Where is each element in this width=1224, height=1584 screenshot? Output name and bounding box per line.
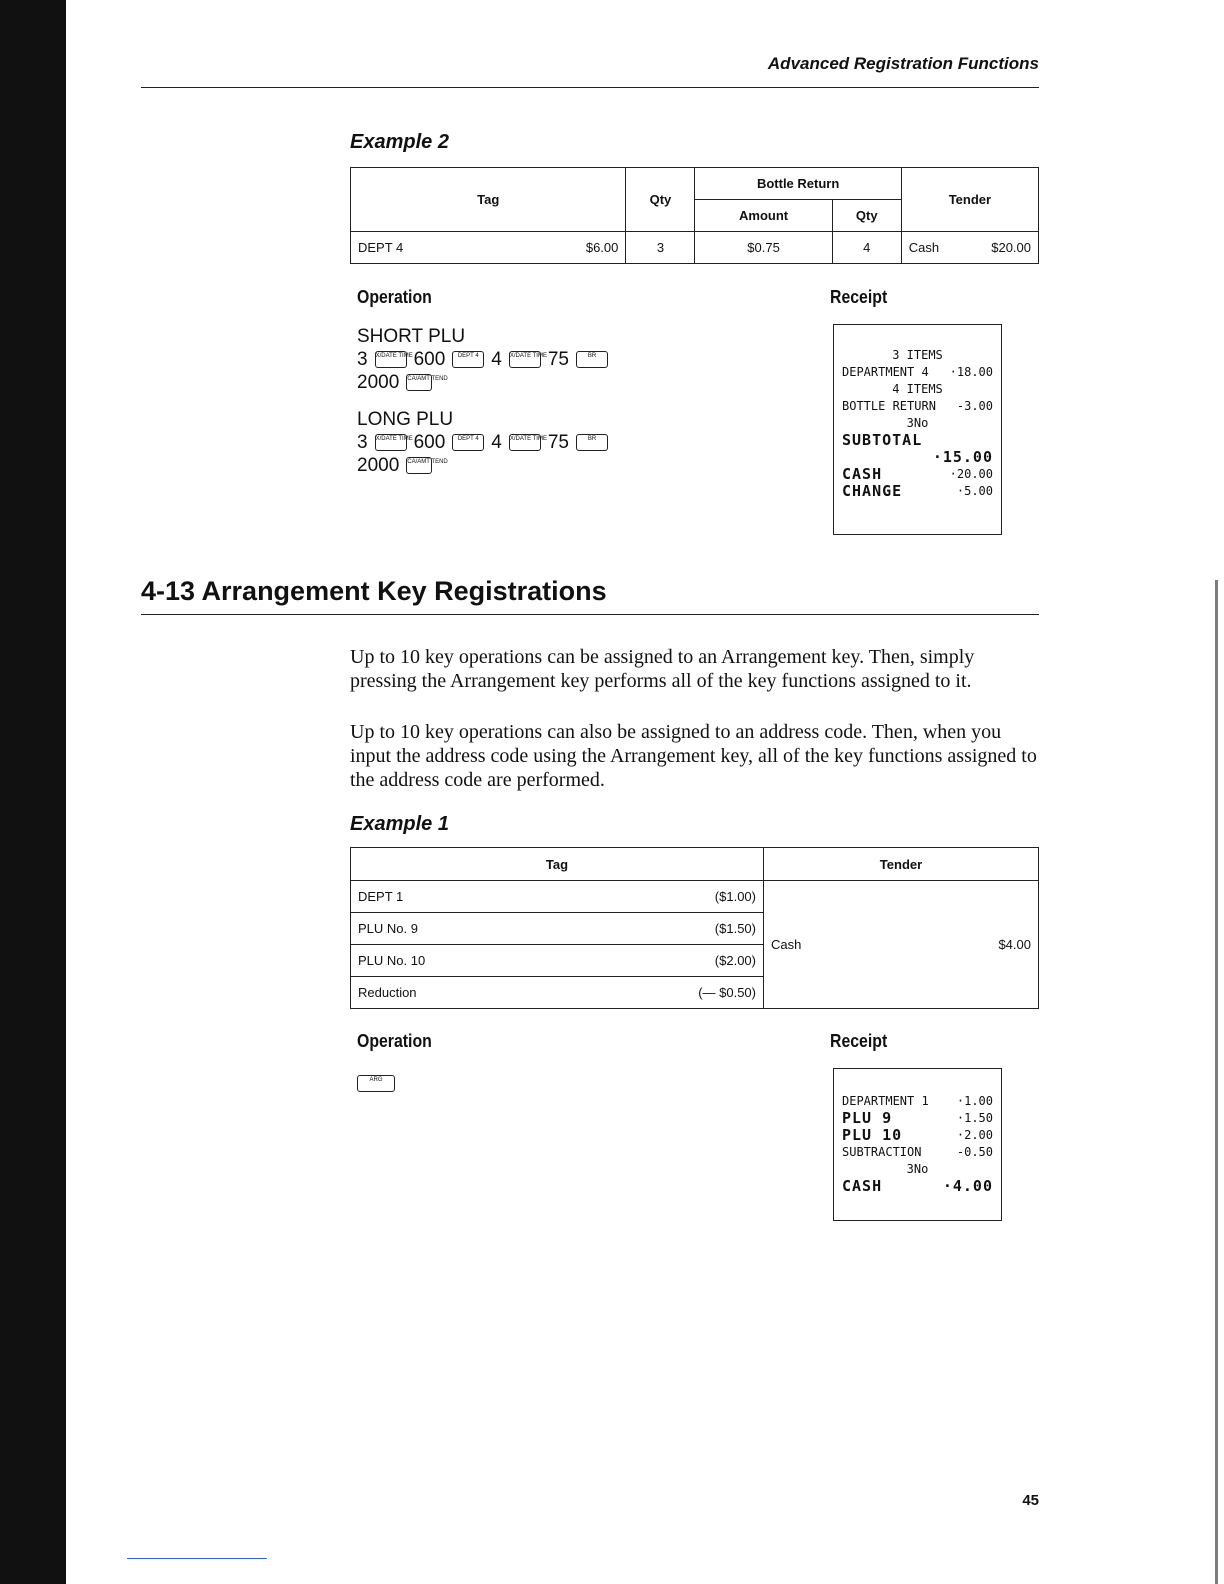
cash-tend-key: CA/AMT TEND (406, 374, 432, 391)
footer-rule (127, 1558, 267, 1559)
col-bottle-qty: Qty (832, 200, 901, 232)
cell-tender: Cash $20.00 (901, 232, 1038, 264)
bottle-return-key: BR (576, 351, 608, 368)
cell-qty: 3 (626, 232, 695, 264)
cell-tender: Cash $4.00 (764, 881, 1039, 1009)
operation-label: Operation (357, 287, 432, 307)
x-date-time-key: X/DATE TIME (375, 434, 407, 451)
example1-table (350, 847, 1039, 1009)
table-row: PLU No. 9 ($1.50) (351, 913, 1039, 945)
arg-key: ARG (357, 1075, 395, 1092)
col-tender: Tender (764, 848, 1039, 881)
paragraph-1: Up to 10 key operations can be assigned to an Arrangement key. Then, simply pressing the Arrangement key performs all of the key functions assigned to it. (350, 646, 975, 692)
x-date-time-key: X/DATE TIME (509, 434, 541, 451)
operation-sequence-short: SHORT PLU 3 X/DATE TIME 600 DEPT 4 4 X/DATE TIME 75 BR 2000 CA/AMT TEND (357, 325, 608, 394)
bottle-return-key: BR (576, 434, 608, 451)
col-bottle-return: Bottle Return (695, 168, 901, 200)
receipt-example1: DEPARTMENT 1 ·1.00 PLU 9 ·1.50 PLU 10 ·2.00 SUBTRACTION -0.50 3No CASH ·4.00 (833, 1068, 1002, 1221)
cell-tag: DEPT 4 $6.00 (351, 232, 626, 264)
example2-title: Example 2 (350, 131, 449, 153)
col-qty: Qty (626, 168, 695, 232)
section-rule (141, 614, 1039, 615)
scan-edge-left (0, 0, 66, 1584)
col-tag: Tag (351, 848, 764, 881)
dept-4-key: DEPT 4 (452, 351, 484, 368)
page-number: 45 (1022, 1492, 1039, 1509)
x-date-time-key: X/DATE TIME (509, 351, 541, 368)
scan-edge-right (1215, 580, 1218, 1584)
operation-sequence-long: LONG PLU 3 X/DATE TIME 600 DEPT 4 4 X/DATE TIME 75 BR 2000 CA/AMT TEND (357, 408, 608, 477)
operation-label: Operation (357, 1031, 432, 1051)
running-header: Advanced Registration Functions (767, 54, 1039, 73)
cell-bottle-qty: 4 (832, 232, 901, 264)
table-row: PLU No. 10 ($2.00) (351, 945, 1039, 977)
table-row (351, 232, 1039, 264)
receipt-example2: 3 ITEMS DEPARTMENT 4 ·18.00 4 ITEMS BOTTLE RETURN -3.00 3No SUBTOTAL ·15.00 CASH ·20.00 CHANGE ·5.00 (833, 324, 1002, 535)
section-title: 4-13 Arrangement Key Registrations (141, 576, 607, 606)
dept-4-key: DEPT 4 (452, 434, 484, 451)
short-plu-heading: SHORT PLU (357, 326, 466, 347)
col-tag: Tag (351, 168, 626, 232)
table-row: Reduction (— $0.50) (351, 977, 1039, 1009)
col-amount: Amount (695, 200, 832, 232)
receipt-label: Receipt (830, 1031, 888, 1051)
table-row: DEPT 1 ($1.00) Cash $4.00 (351, 881, 1039, 913)
example1-title: Example 1 (350, 813, 449, 835)
operation-sequence-arg (357, 1072, 395, 1095)
example2-table (350, 167, 1039, 264)
cell-amount: $0.75 (695, 232, 832, 264)
col-tender: Tender (901, 168, 1038, 232)
cash-tend-key: CA/AMT TEND (406, 457, 432, 474)
receipt-label: Receipt (830, 287, 888, 307)
x-date-time-key: X/DATE TIME (375, 351, 407, 368)
long-plu-heading: LONG PLU (357, 409, 454, 430)
paragraph-2: Up to 10 key operations can also be assigned to an address code. Then, when you input the address code using the Arrangement key, all of the key functions assigned to the address code are performed. (350, 721, 1037, 791)
header-rule (141, 87, 1039, 88)
